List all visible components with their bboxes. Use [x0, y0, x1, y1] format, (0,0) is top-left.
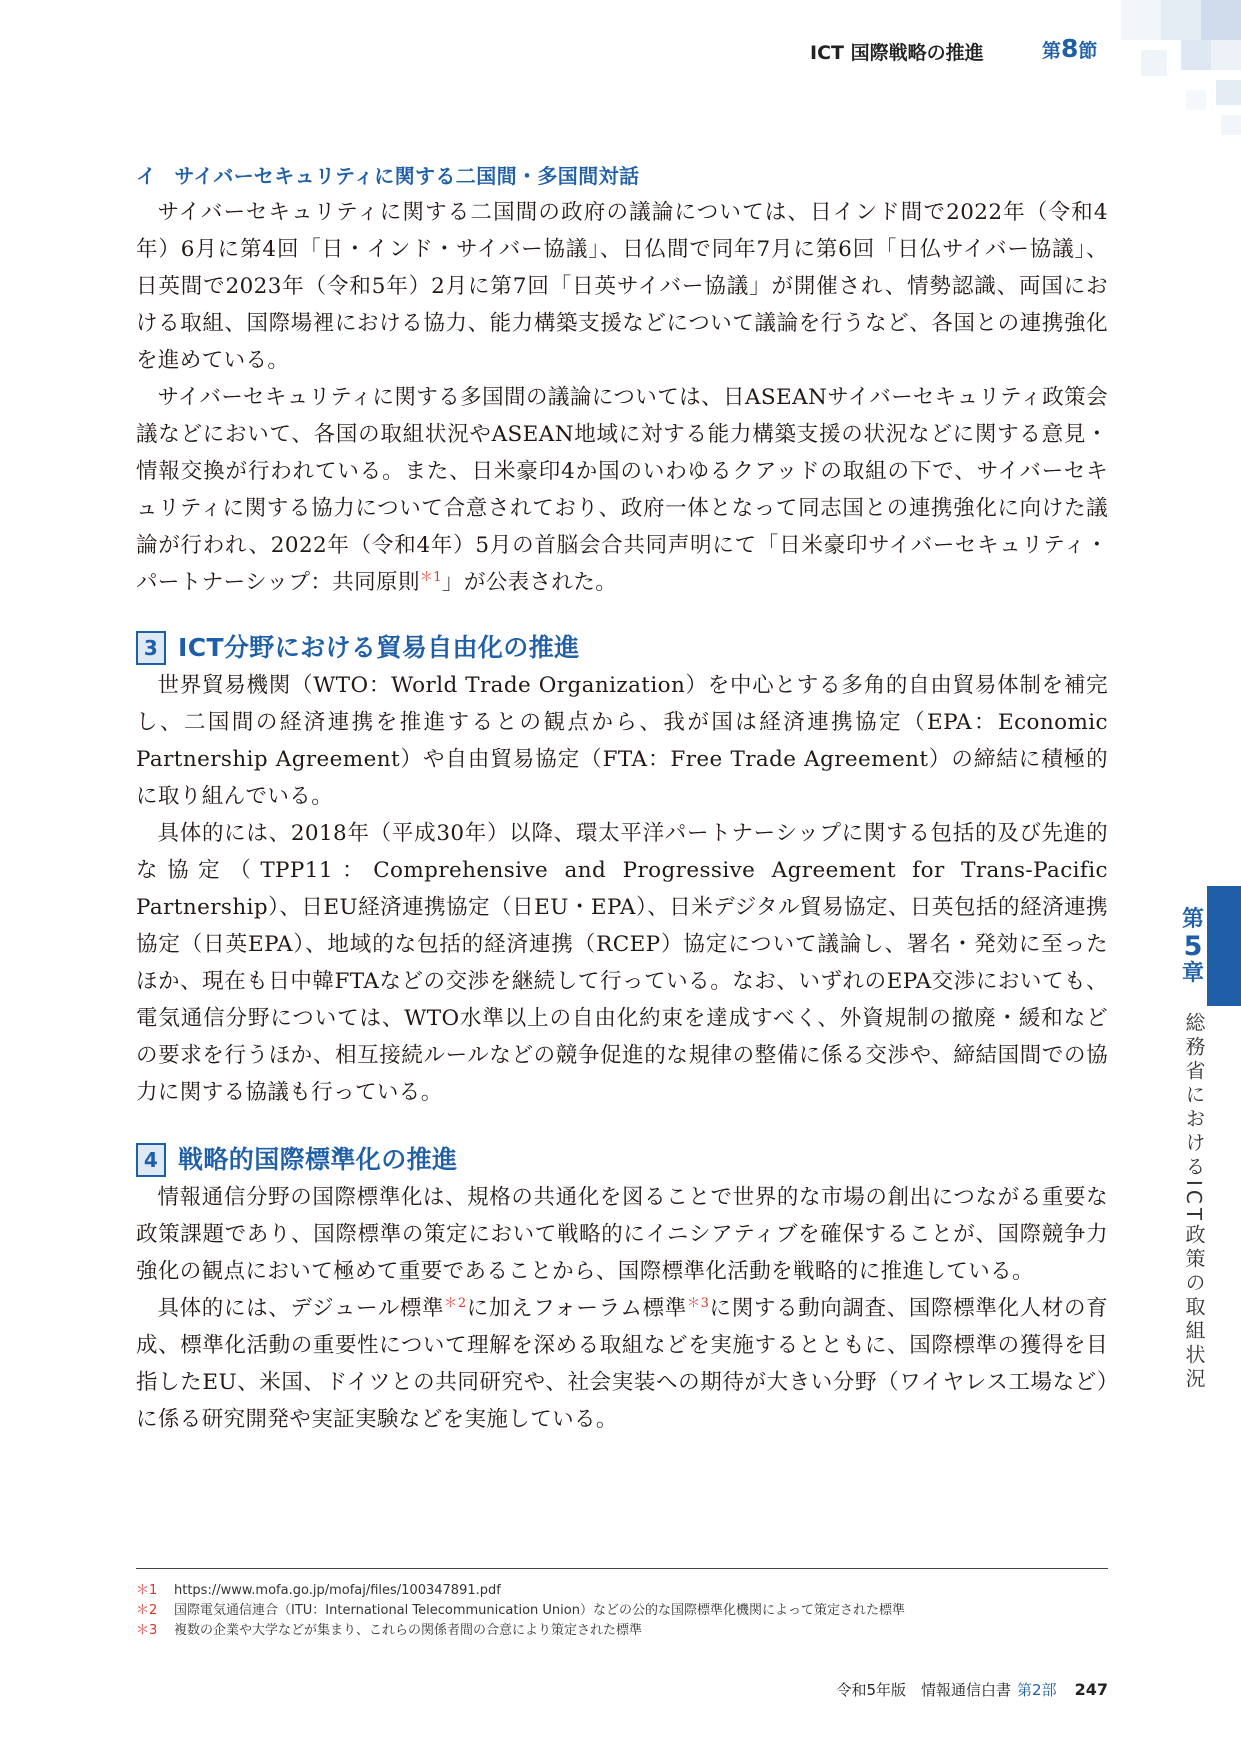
page-footer — [837, 1679, 1109, 1700]
running-header-title: ICT 国際戦略の推進 — [810, 42, 984, 64]
chapter-tab — [1207, 886, 1241, 1006]
footnote-divider — [136, 1568, 1108, 1569]
footnote-mark: ＊2 — [136, 1603, 158, 1618]
footnote-mark: ＊3 — [136, 1623, 158, 1638]
chapter-title-vertical: 総務省におけるICT政策の取組状況 — [1182, 1012, 1206, 1393]
footnote — [136, 1581, 1108, 1601]
footnote-link[interactable]: https://www.mofa.go.jp/mofaj/files/100347891.pdf — [174, 1583, 501, 1598]
subsection-title: サイバーセキュリティに関する二国間・多国間対話 — [174, 164, 640, 188]
section-indicator: 第8節 — [1042, 34, 1098, 63]
footnote-reference[interactable]: ＊2 — [444, 1295, 467, 1311]
paragraph: サイバーセキュリティに関する多国間の議論については、日ASEANサイバーセキュリティ政策会議などにおいて、各国の取組状況やASEAN地域に対する能力構築支援の状況などに関する意見・情報交換が行われている。また、日米豪印4か国のいわゆるクアッドの取組の下で、サイバーセキュリティに関する協力について合意されており、政府一体となって同志国との連携強化に向けた議論が行われ、2022年（令和4年）5月の首脳会合共同声明にて「日米豪印サイバーセキュリティ・パートナーシップ：共同原則$^{*1}$」が公表された。 — [136, 385, 1108, 595]
section-title: ICT分野における貿易自由化の推進 — [178, 633, 580, 662]
paragraph: 世界貿易機関（WTO：World Trade Organization）を中心とする多角的自由貿易体制を補完し、二国間の経済連携を推進するとの観点から、我が国は経済連携協定（EPA：Economic Partnership Agreement）や自由貿易協定（FTA：Free Trade Agreement）の締結に積極的に取り組んでいる。 — [136, 673, 1108, 809]
part-label: 第2部 — [1017, 1681, 1057, 1699]
publication-title: 令和5年版 情報通信白書 — [836, 1681, 1012, 1699]
subsection-heading — [136, 158, 1108, 194]
footnote-mark: ＊1 — [136, 1583, 158, 1598]
paragraph: 具体的には、2018年（平成30年）以降、環太平洋パートナーシップに関する包括的及び先進的な協定（TPP11：Comprehensive and Progressive Agreement for Trans-Pacific Partnership）、日EU経済連携協定（日EU・EPA）、日米デジタル貿易協定、日英包括的経済連携協定（日英EPA）、地域的な包括的経済連携（RCEP）協定について議論し、署名・発効に至ったほか、現在も日中韓FTAなどの交渉を継続して行っている。なお、いずれのEPA交渉においても、電気通信分野については、WTO水準以上の自由化約束を達成すべく、外資規制の撤廃・緩和などの要求を行うほか、相互接続ルールなどの競争促進的な規律の整備に係る交渉や、締結国間での協力に関する協議も行っている。 — [136, 821, 1108, 1105]
subsection-marker: イ — [136, 164, 157, 188]
footnote-text: 複数の企業や大学などが集まり、これらの関係者間の合意により策定された標準 — [174, 1623, 643, 1638]
main-content — [136, 158, 1108, 1438]
paragraph: 具体的には、デジュール標準$^{*2}$に加えフォーラム標準$^{*3}$に関する動向調査、国際標準化人材の育成、標準化活動の重要性について理解を深める取組などを実施するとともに、国際標準の獲得を目指したEU、米国、ドイツとの共同研究や、社会実装への期待が大きい分野（ワイヤレス工場など）に係る研究開発や実証実験などを実施している。 — [136, 1295, 1108, 1432]
footnote-text: 国際電気通信連合（ITU：International Telecommunication Union）などの公的な国際標準化機関によって策定された標準 — [174, 1603, 905, 1618]
chapter-number: 5 — [1183, 931, 1203, 962]
section-number: 8 — [1061, 34, 1079, 63]
page-number: 247 — [1074, 1680, 1108, 1699]
header-decoration — [1011, 0, 1241, 160]
section-title: 戦略的国際標準化の推進 — [178, 1145, 458, 1174]
paragraph: 情報通信分野の国際標準化は、規格の共通化を図ることで世界的な市場の創出につながる重要な政策課題であり、国際標準の策定において戦略的にイニシアティブを確保することが、国際競争力強化の観点において極めて重要であることから、国際標準化活動を戦略的に推進している。 — [136, 1185, 1108, 1284]
footnotes — [136, 1581, 1108, 1641]
footnote — [136, 1621, 1108, 1641]
section-heading — [136, 629, 1108, 667]
paragraph: サイバーセキュリティに関する二国間の政府の議論については、日インド間で2022年（令和4年）6月に第4回「日・インド・サイバー協議」、日仏間で同年7月に第6回「日仏サイバー協議」、日英間で2023年（令和5年）2月に第7回「日英サイバー協議」が開催され、情勢認識、両国における取組、国際場裡における協力、能力構築支援などについて議論を行うなど、各国との連携強化を進めている。 — [136, 200, 1109, 373]
section-number-box: 3 — [136, 631, 166, 665]
section-number-box: 4 — [136, 1143, 166, 1177]
footnote-reference[interactable]: ＊3 — [686, 1295, 710, 1311]
footnote — [136, 1601, 1108, 1621]
section-heading — [136, 1141, 1108, 1179]
footnote-reference[interactable]: ＊1 — [419, 569, 442, 585]
chapter-label: 第 5 章 — [1175, 906, 1211, 987]
